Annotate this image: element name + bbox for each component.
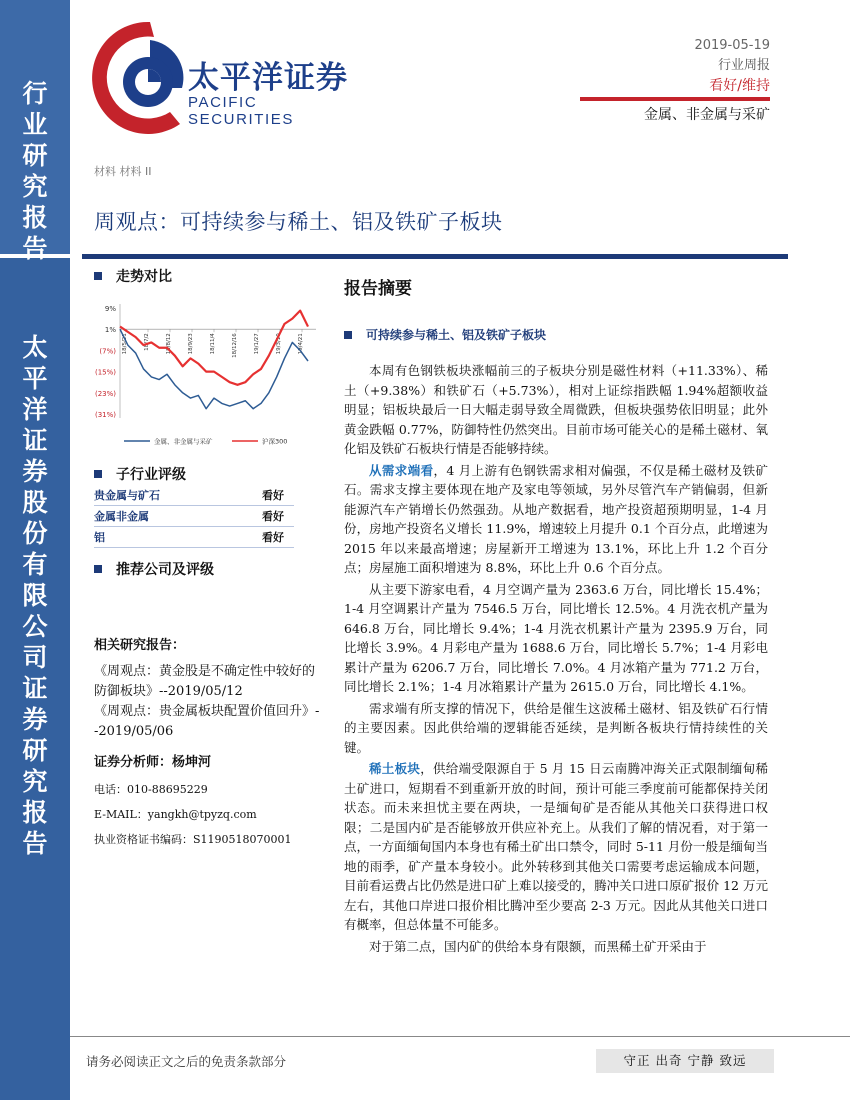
sidebar-char: 太	[22, 333, 48, 362]
report-type: 行业周报	[717, 58, 770, 73]
bullet-square-icon	[94, 470, 102, 478]
sidebar-category-label	[0, 78, 70, 264]
x-tick-label: 19/1/27	[254, 333, 260, 355]
legend-label: 沪深300	[262, 437, 288, 446]
sidebar-char: 股	[22, 488, 48, 517]
summary-body	[344, 361, 768, 958]
summary-paragraph: 稀土板块，供给端受限源自于 5 月 15 日云南腾冲海关正式限制缅甸稀土矿进口，短期看不到重新开放的时间，预计可能三季度前可能都保持关闭状态。而未来担忧主要在两块，一是缅甸矿是否能从其他关口获得进口权限；二是国内矿是否能够放开供应补充上。从我们了解的情况看，对于第一点，一方面缅甸国内本身也有稀土矿出口禁令，同时 5-11 月份一般是缅甸当地的雨季，矿产量本身较小。此外转移到其他关口需要考虑运输成本问题，目前看运费占比仍然是进口矿上难以接受的，腾冲关口进口原矿报价 12 万元左右，其他口岸进口报价相比腾冲至少要高 2-3 万元。因此从其他关口进口有概率，但总体量不可能多。	[344, 761, 768, 932]
x-tick-label: 18/9/23	[188, 333, 194, 355]
sidebar-char: 研	[22, 736, 48, 765]
subsector-row	[94, 506, 294, 527]
summary-paragraph: 需求端有所支撑的情况下，供给是催生这波稀土磁材、铝及铁矿石行情的主要因素。因此供给端的逻辑能否延续，是判断各板块行情持续性的关键。	[344, 700, 768, 755]
sidebar-char: 行	[22, 79, 48, 108]
x-tick-label: 18/7/2	[144, 333, 150, 351]
y-tick-label: (7%)	[99, 347, 116, 356]
sidebar-char: 平	[22, 364, 48, 393]
subsector-rating: 看好	[262, 531, 284, 544]
summary-subheading: 可持续参与稀土、铝及铁矿子板块	[344, 326, 546, 343]
x-tick-label: 18/8/12	[166, 333, 172, 355]
x-tick-label: 19/3/10	[276, 333, 282, 355]
footer-disclaimer: 请务必阅读正文之后的免责条款部分	[86, 1054, 287, 1069]
sidebar-company-label	[0, 332, 70, 859]
y-tick-label: (23%)	[94, 389, 116, 398]
sidebar-char: 券	[22, 705, 48, 734]
y-tick-label: (31%)	[94, 411, 116, 419]
x-tick-label: 18/11/4	[210, 333, 216, 355]
subsector-name: 贵金属与矿石	[94, 489, 160, 502]
summary-paragraph: 从需求端看，4 月上游有色钢铁需求相对偏强，不仅是稀土磁材及铁矿石。需求支撑主要体现在地产及家电等领域，另外尽管汽车产销偏弱，但新能源汽车产销增长仍然强劲。从地产数据看，地产投资超预期明显，1-4 月份，房地产投资名义增长 11.9%，增速较上月提升 0.1 个百分点，此增速为 2015 年以来最高增速；房屋新开工增速为 13.1%，环比上升 1.2 个百分点；房屋施工面积增速为 8.8%，环比上升 0.6 个百分点。	[344, 462, 768, 575]
company-logo	[88, 18, 368, 143]
sidebar-char: 证	[22, 426, 48, 455]
subsector-rating: 看好	[262, 489, 284, 502]
footer-divider	[70, 1036, 850, 1037]
logo-name-cn: 太平洋证券	[188, 60, 348, 96]
summary-paragraph: 从主要下游家电看，4 月空调产量为 2363.6 万台，同比增长 15.4%；1-4 月空调累计产量为 7546.5 万台，同比增长 12.5%。4 月洗衣机产量为 646.8 万台，同比增长 9.4%；1-4 月洗衣机累计产量为 2395.9 万台，同比增长 3.9%。4 月彩电产量为 1688.6 万台，同比增长 5.7%；1-4 月彩电累计产量为 6206.7 万台，同比增长 7.0%。4 月冰箱产量为 771.2 万台，同比增长 2.1%；1-4 月冰箱累计产量为 2615.0 万台，同比增长 4.1%。	[344, 581, 768, 694]
sidebar-char: 究	[22, 172, 48, 201]
keyword: 稀土板块	[369, 761, 421, 776]
keyword: 从需求端看	[369, 462, 434, 478]
trend-chart-svg	[90, 296, 322, 456]
x-tick-label: 18/12/16	[232, 333, 238, 358]
sidebar-char: 告	[22, 234, 48, 263]
x-tick-label: 19/4/21	[298, 333, 304, 355]
subsector-name: 铝	[94, 531, 105, 544]
trend-chart	[90, 296, 322, 456]
logo-mark-icon	[88, 18, 188, 143]
recommend-heading: 推荐公司及评级	[94, 559, 320, 579]
sidebar-char: 报	[22, 798, 48, 827]
related-reports-heading: 相关研究报告：	[94, 638, 186, 653]
trend-heading: 走势对比	[94, 266, 320, 286]
analyst-info	[94, 751, 322, 857]
related-report-link[interactable]: 《周观点：黄金股是不确定性中较好的防御板块》--2019/05/12	[94, 664, 316, 699]
sidebar-char: 证	[22, 674, 48, 703]
related-reports	[94, 636, 322, 742]
report-sector: 金属、非金属与采矿	[644, 107, 770, 123]
analyst-cert: 执业资格证书编码：S1190518070001	[94, 833, 292, 846]
related-report-link[interactable]: 《周观点：贵金属板块配置价值回升》--2019/05/06	[94, 704, 320, 739]
sidebar-char: 限	[22, 581, 48, 610]
subsector-rating-table	[94, 485, 294, 548]
logo-name-en: PACIFIC SECURITIES	[188, 94, 295, 128]
sidebar-char: 究	[22, 767, 48, 796]
bullet-square-icon	[94, 565, 102, 573]
summary-paragraph: 本周有色钢铁板块涨幅前三的子板块分别是磁性材料（+11.33%）、稀土（+9.38%）和铁矿石（+5.73%），相对上证综指跌幅 1.94%超额收益明显；铝板块最后一日大幅走弱导致全周微跌，但板块强势依旧明显；此外黄金跌幅 0.77%，防御特性仍然突出。目前市场可能关心的是稀土磁材、氧化铝及铁矿石板块行情是否能够持续。	[344, 363, 768, 456]
sidebar-char: 有	[22, 550, 48, 579]
title-divider	[82, 254, 788, 259]
analyst-email[interactable]: E-MAIL：yangkh@tpyzq.com	[94, 808, 257, 821]
subsector-name: 金属非金属	[94, 510, 149, 523]
legend-label: 金属、非金属与采矿	[154, 437, 213, 446]
rating-underline	[580, 97, 770, 101]
breadcrumb: 材料 材料 II	[94, 165, 152, 178]
sidebar-char: 告	[22, 829, 48, 858]
analyst-name: 证券分析师：杨坤河	[94, 755, 212, 770]
subsector-row	[94, 485, 294, 506]
x-tick-label: 18/5/21	[122, 333, 128, 355]
bullet-square-icon	[94, 272, 102, 280]
page-title: 周观点：可持续参与稀土、铝及铁矿子板块	[94, 210, 503, 234]
subsector-heading: 子行业评级	[94, 464, 320, 484]
subsector-rating: 看好	[262, 510, 284, 523]
sidebar-char: 券	[22, 457, 48, 486]
subsector-row	[94, 527, 294, 548]
sidebar-char: 研	[22, 141, 48, 170]
analyst-phone: 电话：010-88695229	[94, 783, 208, 796]
report-meta	[694, 36, 770, 96]
report-rating: 看好/维持	[709, 78, 770, 94]
sidebar-char: 份	[22, 519, 48, 548]
sidebar-char: 报	[22, 203, 48, 232]
bullet-square-icon	[344, 331, 352, 339]
sidebar-char: 公	[22, 612, 48, 641]
report-date: 2019-05-19	[694, 38, 770, 53]
footer-motto: 守正 出奇 宁静 致远	[596, 1049, 774, 1073]
y-tick-label: (15%)	[94, 368, 116, 377]
y-tick-label: 9%	[104, 305, 116, 313]
sidebar	[0, 0, 70, 1100]
sidebar-char: 业	[22, 110, 48, 139]
y-tick-label: 1%	[104, 326, 116, 335]
sidebar-char: 司	[22, 643, 48, 672]
summary-heading: 报告摘要	[344, 279, 412, 299]
summary-paragraph: 对于第二点，国内矿的供给本身有限额，而黑稀土矿开采由于	[369, 938, 707, 954]
sidebar-char: 洋	[22, 395, 48, 424]
